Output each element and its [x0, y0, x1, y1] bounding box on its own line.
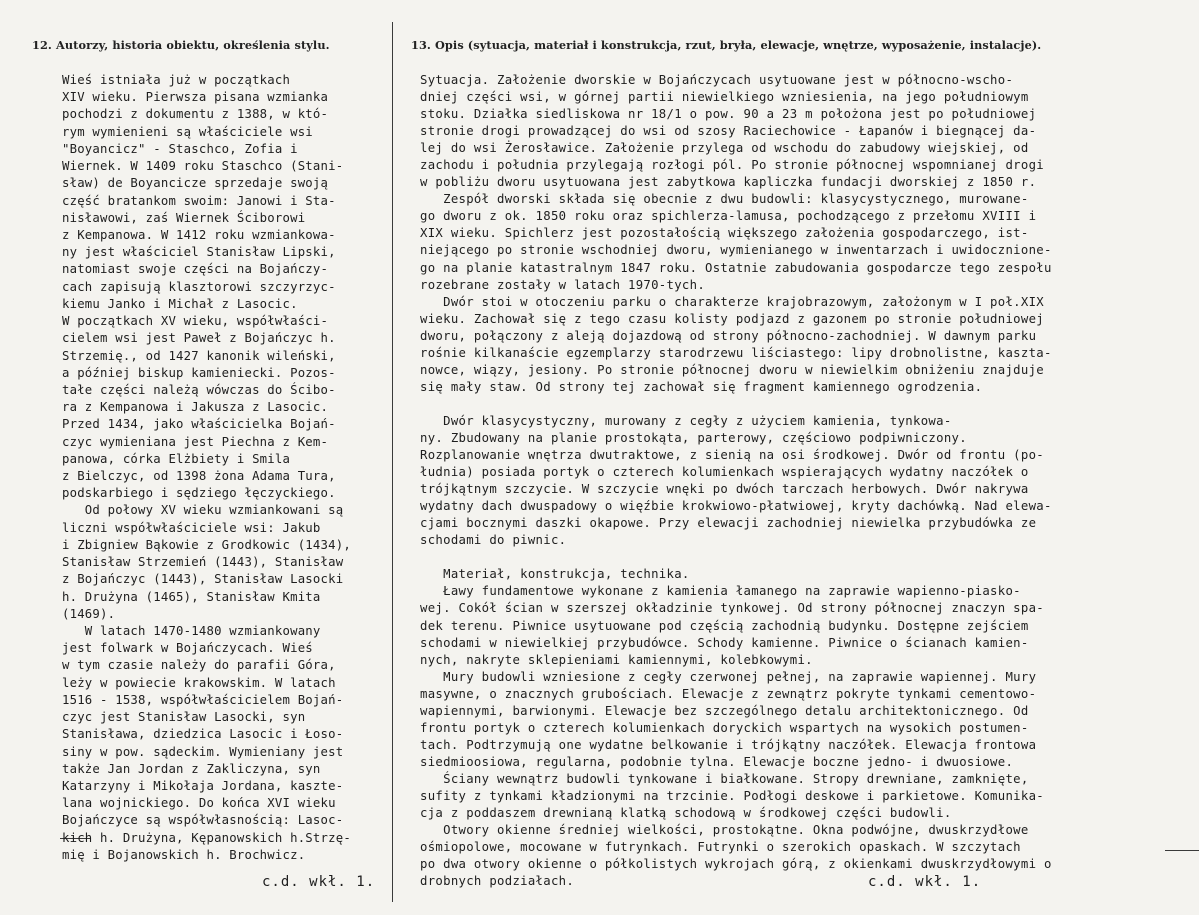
continuation-note-left: c.d. wkł. 1.: [262, 874, 376, 890]
continuation-note-right: c.d. wkł. 1.: [868, 874, 982, 890]
margin-tick: [1165, 850, 1199, 851]
section-12-heading: 12. Autorzy, historia obiektu, określenia stylu.: [32, 38, 330, 52]
history-text: Wieś istniała już w początkach XIV wieku. Pierwsza pisana wzmianka pochodzi z dokumentu z 1388, w któ- rym wymienieni są właściciele wsi "Boyancicz" - Staschco, Zofia i Wiernek. W 1409 roku Staschco (Stani- sław) de Boyancicze sprzedaje swoją część bratankom swoim: Janowi i Sta- nisławowi, zaś Wiernek Ściborowi z Kempanowa. W 1412 roku wzmiankowa- ny jest właściciel Stanisław Lipski, natomiast swoje części na Bojańczy- cach zapisują klasztorowi szczyrzyc- kiemu Janko i Michał z Lasocic. W początkach XV wieku, współwłaści- cielem wsi jest Paweł z Bojańczyc h. Strzemię., od 1427 kanonik wileński, a później biskup kamieniecki. Pozos- tałe części należą wówczas do Ścibo- ra z Kempanowa i Jakusza z Lasocic. Przed 1434, jako właścicielka Bojań- czyc wymieniana jest Piechna z Kem- panowa, córka Elżbiety i Smila z Bielczyc, od 1398 żona Adama Tura, podskarbiego i sędziego łęczyckiego. Od połowy XV wieku wzmiankowani są liczni współwłaściciele wsi: Jakub i Zbigniew Bąkowie z Grodkowic (1434), Stanisław Strzemień (1443), Stanisław z Bojańczyc (1443), Stanisław Lasocki h. Drużyna (1465), Stanisław Kmita (1469). W latach 1470-1480 wzmiankowany jest folwark w Bojańczycach. Wieś w tym czasie należy do parafii Góra, leży w powiecie krakowskim. W latach 1516 - 1538, współwłaścicielem Bojań- czyc jest Stanisław Lasocki, syn Stanisława, dziedzica Lasocic i Łoso- siny w pow. sądeckim. Wymieniany jest także Jan Jordan z Zakliczyna, syn Katarzyny i Mikołaja Jordana, kaszte- lana wojnickiego. Do końca XVI wieku Bojańczyce są współwłasnością: Lasoc- kich h. Drużyna, Kępanowskich h.Strzę- mię i Bojanowskich h. Brochwicz.: [62, 73, 351, 862]
section-13-heading: 13. Opis (sytuacja, materiał i konstrukcja, rzut, bryła, elewacje, wnętrze, wyposażenie, instalacje).: [411, 38, 1042, 52]
column-divider: [392, 22, 393, 902]
description-text: Sytuacja. Założenie dworskie w Bojańczycach usytuowane jest w północno-wscho- dniej części wsi, w górnej partii niewielkiego wzniesienia, na jego południowym stoku. Działka siedliskowa nr 18/1 o pow. 90 a 23 m położona jest po południowej stronie drogi prowadzącej do wsi od szosy Raciechowice - Łapanów i biegnącej da- lej do wsi Żerosławice. Założenie przylega od wschodu do zabudowy wiejskiej, od zachodu i południa przylegają rozłogi pól. Po stronie północnej wspomnianej drogi w pobliżu dworu usytuowana jest zabytkowa kapliczka fundacji dworskiej z 1850 r. Zespół dworski składa się obecnie z dwu budowli: klasycystycznego, murowane- go dworu z ok. 1850 roku oraz spichlerza-lamusa, pochodzącego z przełomu XVIII i XIX wieku. Spichlerz jest pozostałością większego założenia gospodarczego, ist- niejącego po stronie wschodniej dworu, wymienianego w inwentarzach i uwidocznione- go na planie katastralnym 1847 roku. Ostatnie zabudowania gospodarcze tego zespołu rozebrane zostały w latach 1970-tych. Dwór stoi w otoczeniu parku o charakterze krajobrazowym, założonym w I poł.XIX wieku. Zachował się z tego czasu kolisty podjazd z gazonem po stronie południowej dworu, połączony z aleją dojazdową od strony północno-zachodniej. W dawnym parku rośnie kilkanaście egzemplarzy starodrzewu liściastego: lipy drobnolistne, kaszta- nowce, wiązy, jesiony. Po stronie północnej dworu w niewielkim obniżeniu znajduje się mały staw. Od strony tej zachował się fragment kamiennego ogrodzenia. Dwór klasycystyczny, murowany z cegły z użyciem kamienia, tynkowa- ny. Zbudowany na planie prostokąta, parterowy, częściowo podpiwniczony. Rozplanowanie wnętrza dwutraktowe, z sienią na osi środkowej. Dwór od frontu (po- łudnia) posiada portyk o czterech kolumienkach wspierających wydatny naczółek o trójkątnym szczycie. W szczycie wnęki po dwóch tarczach herbowych. Dwór nakrywa wydatny dach dwuspadowy o więźbie krokwiowo-płatwiowej, kryty dachówką. Nad elewa- cjami bocznymi daszki okapowe. Przy elewacji zachodniej niewielka przybudówka ze schodami do piwnic. Materiał, konstrukcja, technika. Ławy fundamentowe wykonane z kamienia łamanego na zaprawie wapienno-piasko- wej. Cokół ścian w szerszej okładzinie tynkowej. Od strony północnej znaczyn spa- dek terenu. Piwnice usytuowane pod częścią zachodnią budynku. Dostępne zejściem schodami w niewielkiej przybudówce. Schody kamienne. Piwnice o ścianach kamien- nych, nakryte sklepieniami kamiennymi, kolebkowymi. Mury budowli wzniesione z cegły czerwonej pełnej, na zaprawie wapiennej. Mury masywne, o znacznych grubościach. Elewacje z zewnątrz pokryte tynkami cementowo- wapiennymi, barwionymi. Elewacje bez szczególnego detalu architektonicznego. Od frontu portyk o czterech kolumienkach doryckich wspartych na wysokich postumen- tach. Podtrzymują one wydatne belkowanie i trójkątny naczółek. Elewacja frontowa siedmioosiowa, regularna, podobnie tylna. Elewacje boczne jedno- i dwuosiowe. Ściany wewnątrz budowli tynkowane i białkowane. Stropy drewniane, zamknięte, sufity z tynkami kładzionymi na trzcinie. Podłogi deskowe i parkietowe. Komunika- cja z poddaszem drewnianą klatką schodową w środkowej części budowli. Otwory okienne średniej wielkości, prostokątne. Okna podwójne, dwuskrzydłowe ośmiopolowe, mocowane w futrynkach. Futrynki o szerokich opaskach. W szczytach po dwa otwory okienne o półkolistych wykrojach górą, z okienkami dwuskrzydłowymi o drobnych podziałach.: [420, 73, 1052, 889]
